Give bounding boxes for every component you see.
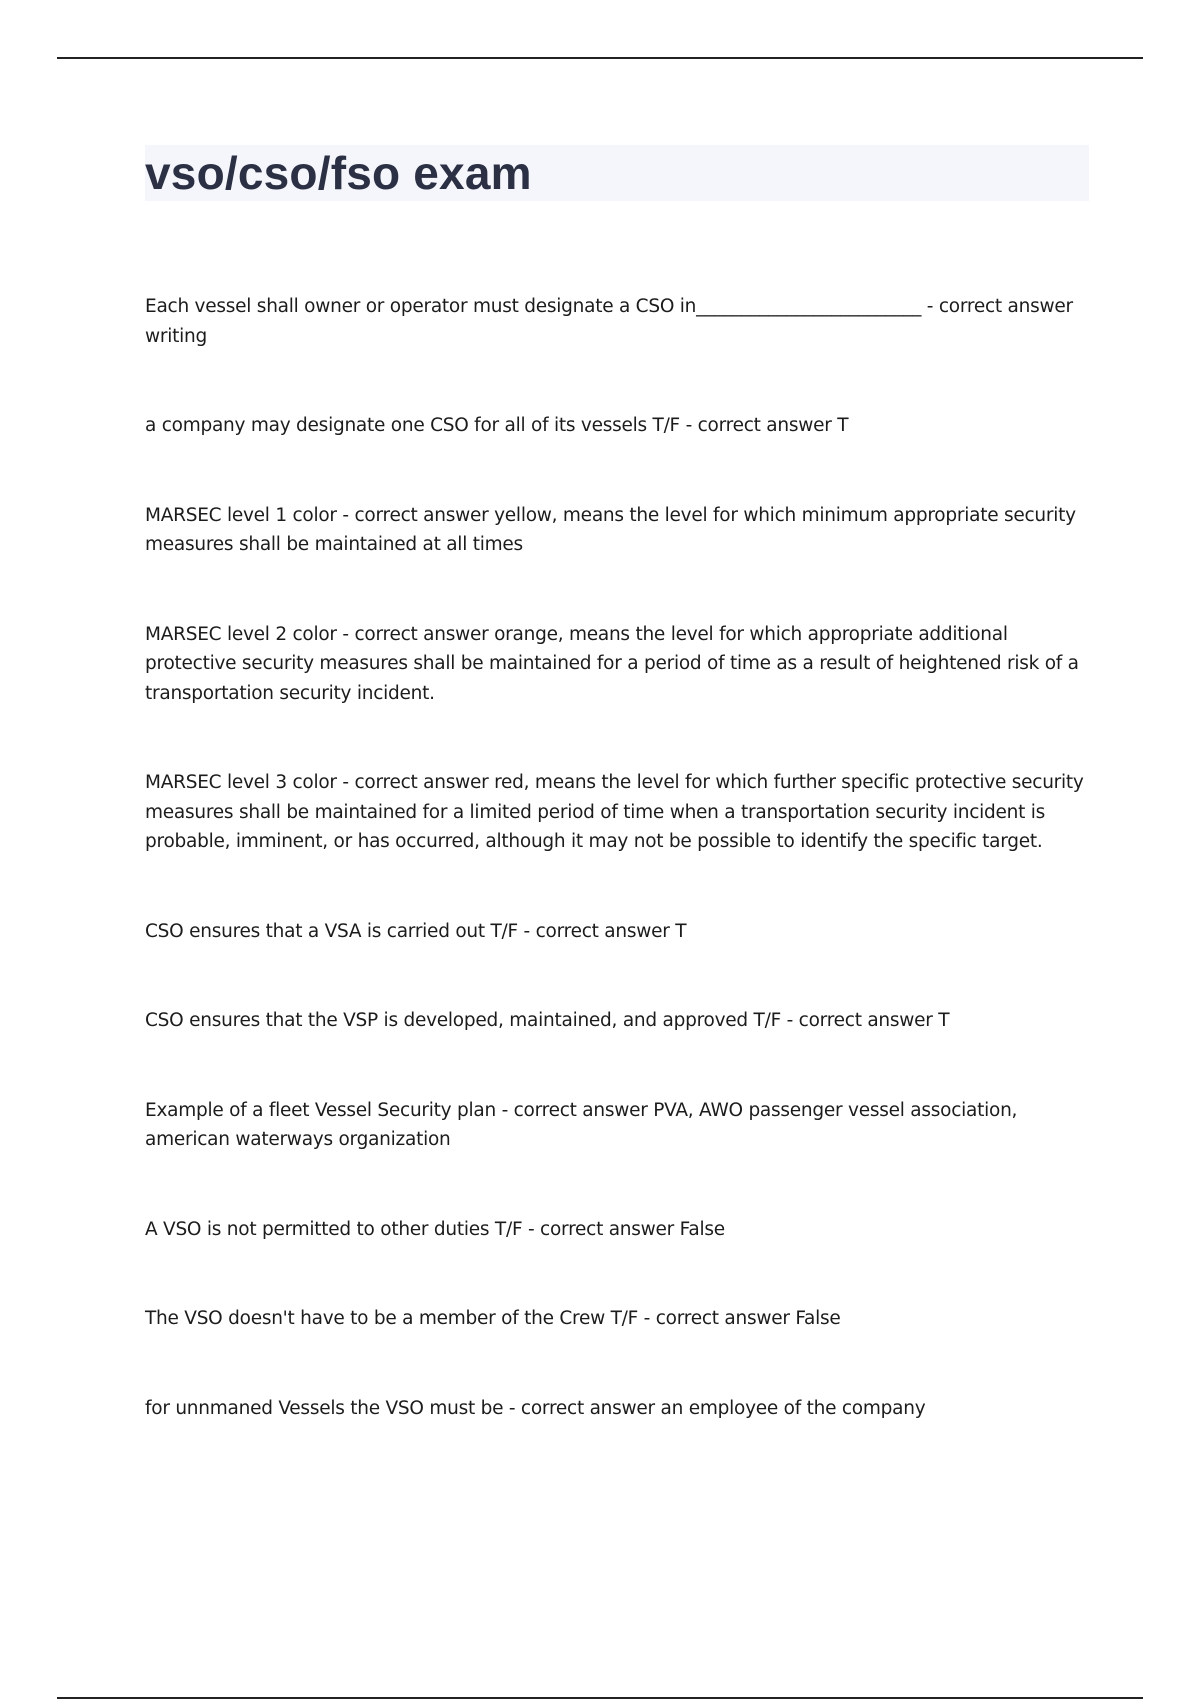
qa-item [145,292,1085,351]
separator: - [921,296,939,317]
question-text: Example of a fleet Vessel Security plan [145,1099,496,1121]
qa-item [145,768,1085,857]
answer-text: writing [145,325,207,347]
separator: - [780,1010,799,1031]
qa-list [145,292,1085,1483]
bottom-rule [57,1697,1143,1699]
separator: - [495,1099,514,1121]
qa-item [145,1096,1085,1155]
answer-text: T [938,1010,950,1031]
answer-prefix: correct answer [354,772,489,793]
answer-text: yellow, means the level for which minimum appropriate security measures shall be maintained at all times [145,504,1076,555]
separator: - [517,920,536,942]
answer-text: orange, means the level for which appropriate additional protective security measures shall be maintained for a period of time as a result of heightened risk of a transportation security incident. [145,623,1079,704]
separator: - [638,1308,656,1329]
qa-item [145,1006,1085,1036]
answer-text: red, means the level for which further specific protective security measures shall be maintained for a limited period of time when a transportation security incident is probable, imminent, or has occurred, although it may not be possible to identify the specific target. [145,772,1084,852]
question-text: for unnmaned Vessels the VSO must be [145,1397,504,1419]
qa-item [145,501,1085,560]
separator: - [336,623,355,645]
separator: - [336,772,355,793]
question-text: a company may designate one CSO for all of its vessels T/F [145,415,680,436]
question-text: MARSEC level 2 color [145,623,337,645]
separator: - [522,1218,541,1240]
answer-prefix: correct answer [354,623,489,645]
answer-prefix: correct answer [798,1010,933,1031]
answer-prefix: correct answer [938,296,1073,317]
answer-prefix: correct answer [697,415,832,436]
answer-text: an employee of the company [660,1397,926,1419]
answer-text: False [795,1308,841,1329]
qa-item [145,1215,1085,1245]
page-title: vso/cso/fso exam [145,147,532,199]
answer-prefix: correct answer [354,504,489,526]
separator: - [336,504,355,526]
question-text: MARSEC level 3 color [145,772,337,793]
separator: - [679,415,698,436]
qa-item [145,1304,1085,1334]
answer-prefix: correct answer [540,1218,675,1240]
question-text: MARSEC level 1 color [145,504,337,526]
answer-text: T [837,415,849,436]
question-text: A VSO is not permitted to other duties T/F [145,1218,523,1240]
qa-item [145,1394,1085,1424]
question-text: CSO ensures that the VSP is developed, maintained, and approved T/F [145,1010,781,1031]
question-text: CSO ensures that a VSA is carried out T/F [145,920,518,942]
answer-prefix: correct answer [513,1099,648,1121]
answer-text: False [679,1218,725,1240]
separator: - [503,1397,521,1419]
top-rule [57,57,1143,59]
answer-text: PVA, AWO passenger vessel association, american waterways organization [145,1099,1018,1150]
question-text: Each vessel shall owner or operator must designate a CSO in_________________________ [145,296,922,317]
answer-prefix: correct answer [535,920,670,942]
question-text: The VSO doesn't have to be a member of the Crew T/F [145,1308,639,1329]
answer-prefix: correct answer [655,1308,790,1329]
answer-prefix: correct answer [520,1397,655,1419]
answer-text: T [675,920,687,942]
qa-item [145,620,1085,709]
qa-item [145,411,1085,441]
qa-item [145,917,1085,947]
